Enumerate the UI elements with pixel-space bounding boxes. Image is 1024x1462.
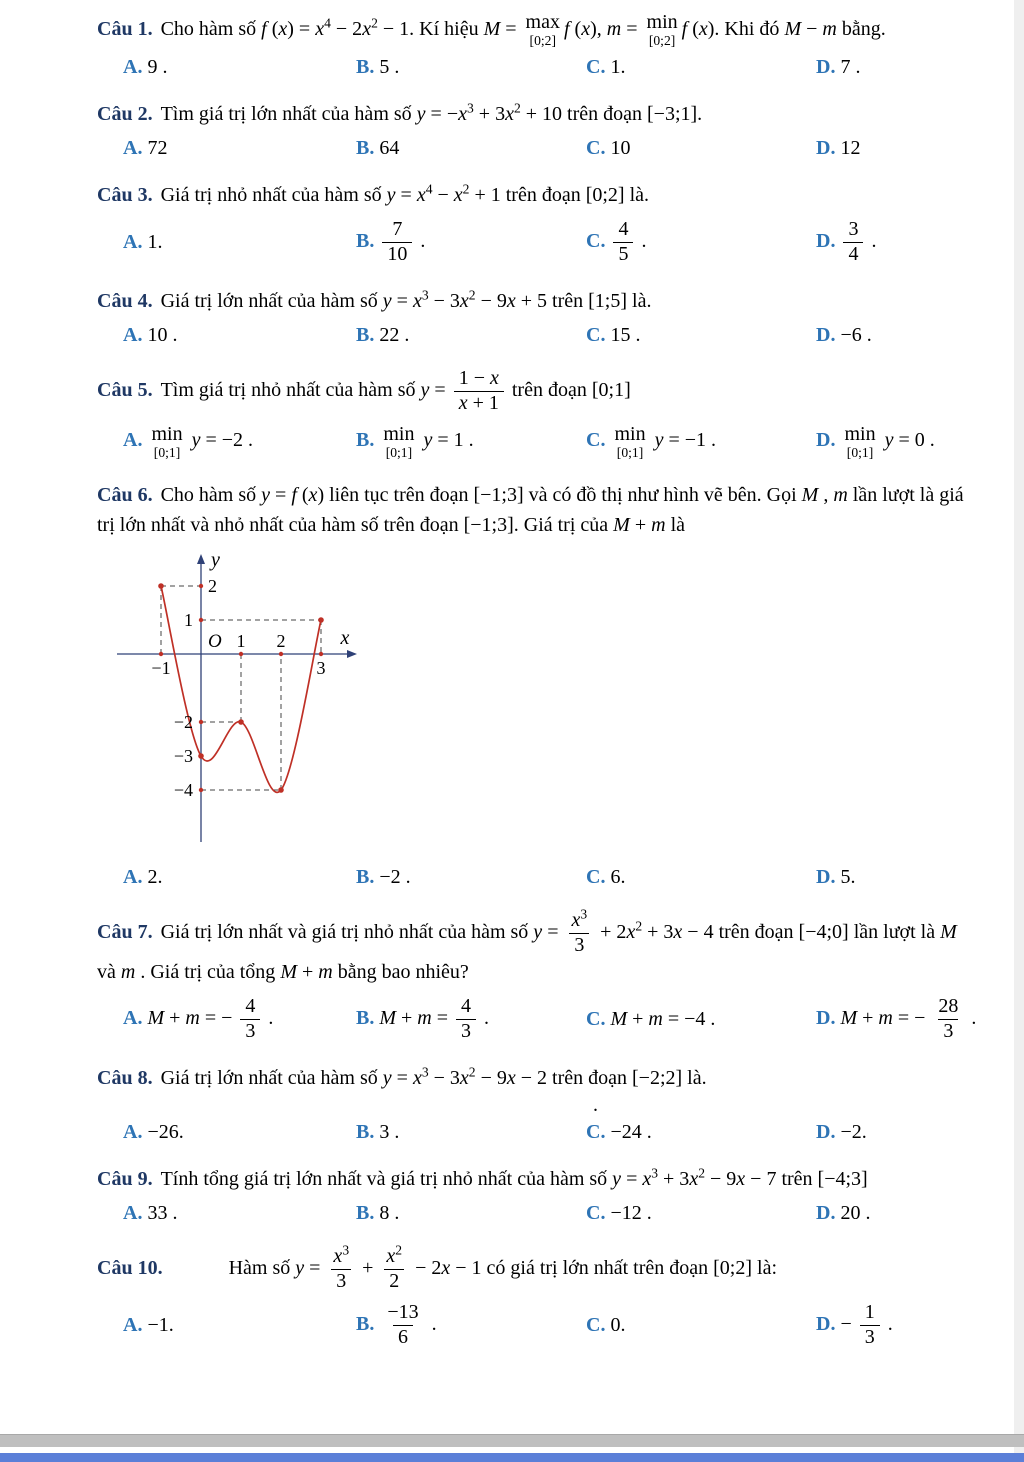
option-value: −6 . [840,324,872,347]
option-D [816,218,980,266]
option-C [586,424,816,460]
option-value: −1. [147,1314,174,1337]
option-B [356,866,586,889]
svg-text:y: y [211,548,220,571]
option-letter: B. [356,865,375,888]
option-value: 2. [147,865,163,888]
option-letter: C. [586,1202,606,1225]
option-value: 22 . [379,324,410,347]
option-letter: D. [816,1121,836,1144]
option-A [123,995,356,1043]
option-D [816,1301,980,1349]
option-letter: A. [123,230,143,253]
option-letter: C. [586,1121,606,1144]
option-value: −2. [840,1121,867,1144]
option-value: $\frac{7}{10}$ . [379,230,425,252]
option-B [356,1202,586,1225]
option-B [356,218,586,266]
option-C [586,56,816,79]
option-letter: A. [123,429,143,452]
option-A [123,324,356,347]
option-C [586,1008,816,1031]
options-row [97,324,980,347]
option-letter: B. [356,1121,375,1144]
question-4 [97,286,980,347]
option-value: 15 . [610,324,641,347]
option-letter: A. [123,1314,143,1337]
svg-text:2: 2 [276,630,286,651]
option-letter: B. [356,229,375,252]
option-letter: C. [586,865,606,888]
option-B [356,1301,586,1349]
options-row [97,1301,980,1349]
option-C [586,324,816,347]
option-value: −26. [147,1121,184,1144]
option-value: 5. [840,865,856,888]
scrollbar-track[interactable] [1014,0,1024,1462]
option-B [356,424,586,460]
option-B [356,56,586,79]
option-A [123,231,356,254]
option-C [586,866,816,889]
option-value: 0. [610,1314,626,1337]
option-letter: B. [356,324,375,347]
option-D [816,324,980,347]
bottom-blue-bar [0,1453,1024,1462]
option-value: 10 . [147,324,178,347]
option-A [123,56,356,79]
option-value: −2 . [379,865,411,888]
option-letter: C. [586,324,606,347]
option-letter: C. [586,229,606,252]
question-text: Cho hàm số y = f (x) liên tục trên đoạn [−1;3] và có đồ thị như hình vẽ bên. Gọi M , m lần lượt là giá trị lớn nhất và nhỏ nhất của hàm số trên đoạn [−1;3]. Giá trị của M + m là [97,483,964,536]
option-D [816,56,980,79]
stray-period: . [593,1094,598,1117]
options-row [97,56,980,79]
options-row [97,218,980,266]
question-number: Câu 8. [97,1067,153,1090]
option-D [816,1121,980,1144]
question-5 [97,367,980,459]
option-value: min [0;1] y = −1 . [614,422,717,460]
function-graph-figure [101,546,980,858]
option-letter: A. [123,1202,143,1225]
question-text: Giá trị lớn nhất của hàm số $y = x^3 - 3x^2 - 9x + 5$ trên [1;5] là. [160,287,652,313]
option-C [586,1121,816,1144]
option-letter: B. [356,1202,375,1225]
svg-text:2: 2 [208,575,217,596]
option-value: 7 . [840,56,861,79]
options-row [97,137,980,160]
option-letter: B. [356,56,375,79]
svg-text:1: 1 [184,609,193,630]
option-B [356,324,586,347]
question-number: Câu 4. [97,290,153,313]
option-letter: D. [816,137,836,160]
option-C [586,218,816,266]
option-letter: D. [816,324,836,347]
option-A [123,1121,356,1144]
option-A [123,424,356,460]
option-value: 33 . [147,1202,178,1225]
option-B [356,1121,586,1144]
option-letter: B. [356,137,375,160]
question-7 [97,906,980,1043]
page-break-band [0,1434,1024,1447]
option-value: −24 . [610,1121,652,1144]
option-letter: C. [586,429,606,452]
svg-text:−4: −4 [173,779,193,800]
question-6 [97,480,980,889]
option-value: min [0;1] y = 0 . [844,422,935,460]
option-D [816,137,980,160]
question-text: Giá trị lớn nhất của hàm số $y = x^3 - 3x^2 - 9x - 2$ trên đoạn [−2;2] là. [160,1064,707,1090]
option-letter: D. [816,229,836,252]
option-value: 64 [379,137,400,160]
options-row [97,995,980,1043]
svg-text:O: O [208,630,222,652]
question-10 [97,1242,980,1349]
option-letter: B. [356,1313,375,1336]
option-value: $\frac{-13}{6}$ . [387,1301,437,1349]
option-value: M + m = $\frac{4}{3}$ . [379,995,490,1042]
option-B [356,137,586,160]
svg-text:−3: −3 [173,745,193,766]
question-3 [97,180,980,266]
graph-svg [101,546,401,852]
option-letter: A. [123,324,143,347]
question-number: Câu 3. [97,184,153,207]
question-number: Câu 5. [97,379,153,402]
question-9 [97,1164,980,1225]
option-value: min [0;1] y = −2 . [151,422,254,460]
question-text: Hàm số y = $\frac{x^3}{3}$ + $\frac{x^2}{2}$ − 2x − 1 có giá trị lớn nhất trên đoạn [0;2] là: [228,1242,778,1292]
option-A [123,1202,356,1225]
option-letter: C. [586,137,606,160]
option-value: −12 . [610,1202,652,1225]
option-A [123,137,356,160]
option-value: M + m = −4 . [610,1007,716,1030]
question-text: Giá trị lớn nhất và giá trị nhỏ nhất của hàm số y = $\frac{x^3}{3}$ + $2x^2 + 3x - 4$ trên đoạn [−4;0] lần lượt là M và m . Giá trị của tổng M + m bằng bao nhiêu? [97,906,957,984]
option-value: 5 . [379,56,400,79]
option-letter: D. [816,56,836,79]
option-value: 20 . [840,1202,871,1225]
option-A [123,1314,356,1337]
option-value: 1. [610,56,626,79]
question-text: Tính tổng giá trị lớn nhất và giá trị nhỏ nhất của hàm số $y = x^3 + 3x^2 - 9x - 7$ trên [−4;3] [160,1165,868,1191]
option-value: min [0;1] y = 1 . [383,422,474,460]
question-number: Câu 10. [97,1256,163,1279]
svg-text:−1: −1 [151,657,171,678]
option-D [816,866,980,889]
option-D [816,1202,980,1225]
question-2 [97,99,980,160]
option-C [586,137,816,160]
option-letter: A. [123,865,143,888]
option-value: 12 [840,137,861,160]
question-text: Cho hàm số f $(x) = x^4 - 2x^2 - 1$. Kí hiệu M = max [0;2] f (x), m = min [0;2] f (x). Khi đó M − m bằng. [160,11,886,48]
option-letter: D. [816,865,836,888]
svg-text:−2: −2 [173,711,193,732]
svg-text:x: x [340,626,350,649]
option-value: 9 . [147,56,168,79]
option-letter: D. [816,429,836,452]
options-row [97,866,980,889]
options-row [97,1121,980,1144]
question-text: Giá trị nhỏ nhất của hàm số $y = x^4 - x^2 + 1$ trên đoạn [0;2] là. [160,181,650,207]
question-number: Câu 7. [97,920,153,943]
option-value: M + m = − $\frac{4}{3}$ . [147,995,274,1042]
option-letter: B. [356,1006,375,1029]
svg-text:3: 3 [316,657,326,678]
option-B [356,995,586,1043]
option-letter: A. [123,137,143,160]
question-number: Câu 2. [97,103,153,126]
question-text: Tìm giá trị nhỏ nhất của hàm số y = $\frac{1 - x}{x + 1}$ trên đoạn [0;1] [160,367,631,415]
option-value: $\frac{3}{4}$ . [840,230,876,252]
option-C [586,1314,816,1337]
option-letter: D. [816,1202,836,1225]
question-text: Tìm giá trị lớn nhất của hàm số $y = -x^3 + 3x^2 + 10$ trên đoạn [−3;1]. [160,100,703,126]
option-value: 8 . [379,1202,400,1225]
option-letter: B. [356,429,375,452]
option-letter: A. [123,56,143,79]
option-D [816,424,980,460]
option-C [586,1202,816,1225]
option-value: M + m = − $\frac{28}{3}$ . [840,995,977,1042]
option-D [816,995,980,1043]
options-row [97,1202,980,1225]
option-value: 72 [147,137,168,160]
svg-text:1: 1 [236,630,246,651]
option-value: − $\frac{1}{3}$ . [840,1301,893,1349]
option-letter: D. [816,1313,836,1336]
option-letter: A. [123,1006,143,1029]
question-8 [97,1063,980,1144]
option-value: $\frac{4}{5}$ . [610,230,646,252]
option-A [123,866,356,889]
option-value: 6. [610,865,626,888]
option-letter: C. [586,1007,606,1030]
option-letter: A. [123,1121,143,1144]
question-number: Câu 9. [97,1168,153,1191]
option-value: 10 [610,137,631,160]
question-number: Câu 1. [97,17,153,40]
question-1 [97,12,980,79]
question-number: Câu 6. [97,483,153,506]
option-letter: C. [586,1314,606,1337]
option-value: 1. [147,230,163,253]
options-row [97,424,980,460]
option-letter: D. [816,1006,836,1029]
option-value: 3 . [379,1121,400,1144]
option-letter: C. [586,56,606,79]
